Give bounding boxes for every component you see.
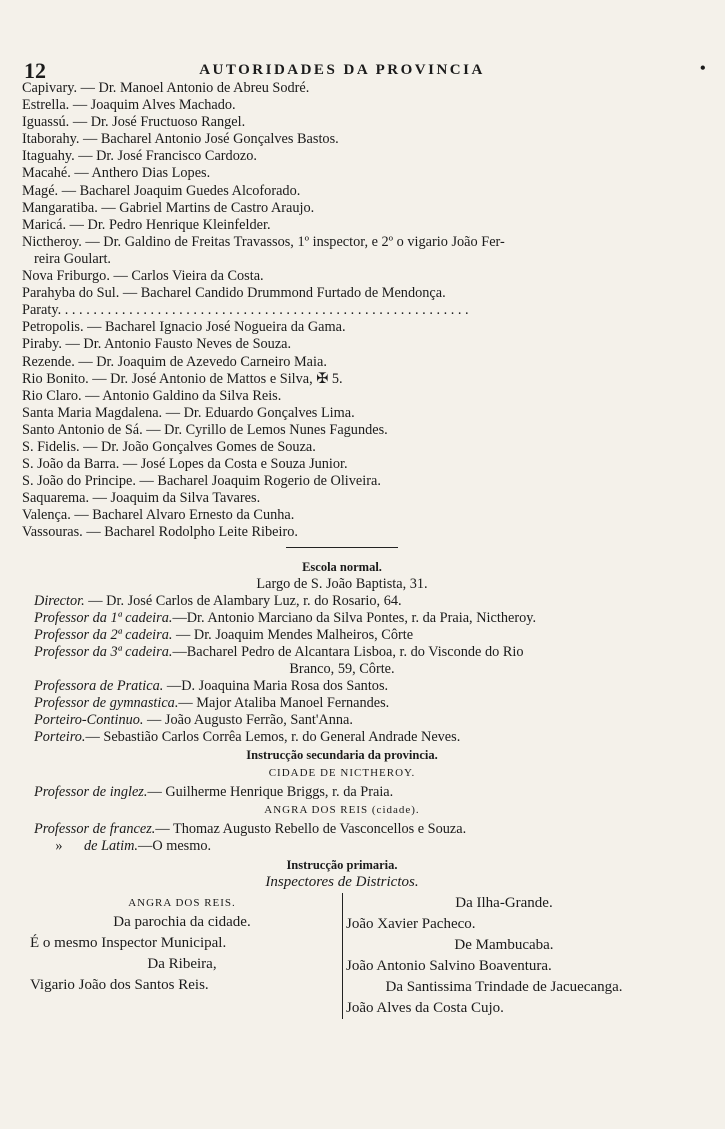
list-item: Maricá. — Dr. Pedro Henrique Kleinfelder.: [22, 216, 271, 233]
inspector-name: João Xavier Pacheco.: [346, 916, 476, 933]
staff-line: » de Latim.—O mesmo.: [55, 838, 212, 855]
section-title: Escola normal.: [302, 559, 382, 574]
right-column: [342, 893, 662, 1019]
list-item: Petropolis. — Bacharel Ignacio José Nogueira da Gama.: [22, 319, 346, 336]
page-title: AUTORIDADES DA PROVINCIA: [199, 62, 485, 78]
left-column: [22, 893, 342, 1019]
inspectors-columns: [22, 893, 662, 1019]
list-item-dotted: Paraty. . . . . . . . . . . . . . . . . . . . . . . . . . . . . . . . . . . . . . . . . . . . . . . . . . . . . . . . . .: [22, 302, 469, 319]
list-item: Vassouras. — Bacharel Rodolpho Leite Ribeiro.: [22, 524, 298, 541]
list-item: Macahé. — Anthero Dias Lopes.: [22, 165, 211, 182]
list-item: Nictheroy. — Dr. Galdino de Freitas Travassos, 1º inspector, e 2º o vigario João Fer-: [22, 233, 505, 250]
list-item: Nova Friburgo. — Carlos Vieira da Costa.: [22, 268, 264, 285]
staff-line-continuation: Branco, 59, Côrte.: [289, 661, 395, 678]
district-subheading: Da parochia da cidade.: [113, 914, 251, 931]
list-item: Magé. — Bacharel Joaquim Guedes Alcoforado.: [22, 182, 301, 199]
list-item: Valença. — Bacharel Alvaro Ernesto da Cunha.: [22, 507, 295, 524]
page-number: 12: [24, 58, 46, 83]
district-subheading: Da Santissima Trindade de Jacuecanga.: [385, 979, 623, 996]
list-item: Itaguahy. — Dr. José Francisco Cardozo.: [22, 148, 257, 165]
list-item: S. João da Barra. — José Lopes da Costa e Souza Junior.: [22, 456, 348, 473]
list-item: Santo Antonio de Sá. — Dr. Cyrillo de Lemos Nunes Fagundes.: [22, 421, 388, 438]
staff-line: Director. — Dr. José Carlos de Alambary Luz, r. do Rosario, 64.: [34, 592, 402, 609]
secundaria-section: [22, 747, 662, 856]
list-item: Capivary. — Dr. Manoel Antonio de Abreu Sodré.: [22, 80, 310, 96]
list-item: S. Fidelis. — Dr. João Gonçalves Gomes de Souza.: [22, 438, 316, 455]
list-item: Estrella. — Joaquim Alves Machado.: [22, 97, 236, 114]
district-subheading: De Mambucaba.: [454, 937, 554, 954]
escola-normal-section: [22, 559, 662, 747]
municipality-list: [22, 80, 662, 542]
district-heading: ANGRA DOS REIS.: [128, 897, 236, 910]
staff-line: Porteiro.— Sebastião Carlos Corrêa Lemos, r. do General Andrade Neves.: [34, 729, 461, 746]
document-page: [22, 54, 662, 1019]
staff-line: Professor de gymnastica.— Major Ataliba Manoel Fernandes.: [34, 695, 390, 712]
list-item: Iguassú. — Dr. José Fructuoso Rangel.: [22, 114, 246, 131]
inspector-name: Vigario João dos Santos Reis.: [30, 977, 209, 994]
section-divider: [286, 547, 398, 548]
inspector-name: João Antonio Salvino Boaventura.: [346, 958, 552, 975]
district-subheading: Da Ilha-Grande.: [455, 895, 553, 912]
city-heading: ANGRA DOS REIS (cidade).: [264, 803, 420, 816]
list-item: Mangaratiba. — Gabriel Martins de Castro Araujo.: [22, 199, 315, 216]
staff-line: Professor da 3ª cadeira.—Bacharel Pedro de Alcantara Lisboa, r. do Visconde do Rio: [34, 644, 524, 660]
inspector-name: João Alves da Costa Cujo.: [346, 1000, 504, 1017]
staff-line: Professor da 1ª cadeira.—Dr. Antonio Marciano da Silva Pontes, r. da Praia, Nictheroy.: [34, 609, 537, 626]
list-item: Piraby. — Dr. Antonio Fausto Neves de Souza.: [22, 336, 292, 353]
school-address: Largo de S. João Baptista, 31.: [256, 575, 428, 592]
list-item-continuation: reira Goulart.: [34, 250, 112, 267]
staff-line: Porteiro-Continuo. — João Augusto Ferrão, Sant'Anna.: [34, 712, 353, 729]
page-header: [22, 54, 662, 83]
staff-line: Professor de francez.— Thomaz Augusto Rebello de Vasconcellos e Souza.: [34, 820, 467, 837]
list-item: Santa Maria Magdalena. — Dr. Eduardo Gonçalves Lima.: [22, 404, 355, 421]
section-title: Instrucção primaria.: [286, 858, 398, 873]
section-subtitle: Inspectores de Districtos.: [265, 874, 419, 891]
list-item: Rio Bonito. — Dr. José Antonio de Mattos e Silva, ✠ 5.: [22, 370, 343, 387]
staff-line: Professor da 2ª cadeira. — Dr. Joaquim Mendes Malheiros, Côrte: [34, 626, 414, 643]
city-heading: CIDADE DE NICTHEROY.: [268, 766, 416, 779]
primaria-section: [22, 857, 662, 1019]
list-item: Parahyba do Sul. — Bacharel Candido Drummond Furtado de Mendonça.: [22, 285, 446, 302]
list-item: Rezende. — Dr. Joaquim de Azevedo Carneiro Maia.: [22, 353, 327, 370]
list-item: Saquarema. — Joaquim da Silva Tavares.: [22, 490, 261, 507]
list-item: Itaborahy. — Bacharel Antonio José Gonçalves Bastos.: [22, 131, 339, 148]
list-item: Rio Claro. — Antonio Galdino da Silva Reis.: [22, 387, 282, 404]
district-subheading: Da Ribeira,: [147, 956, 217, 973]
staff-line: Professora de Pratica. —D. Joaquina Maria Rosa dos Santos.: [34, 678, 389, 695]
section-title: Instrucção secundaria da provincia.: [246, 747, 438, 762]
margin-mark: •: [700, 60, 706, 77]
staff-line: Professor de inglez.— Guilherme Henrique Briggs, r. da Praia.: [34, 783, 394, 800]
inspector-name: É o mesmo Inspector Municipal.: [30, 935, 227, 952]
list-item: S. João do Principe. — Bacharel Joaquim Rogerio de Oliveira.: [22, 473, 381, 490]
